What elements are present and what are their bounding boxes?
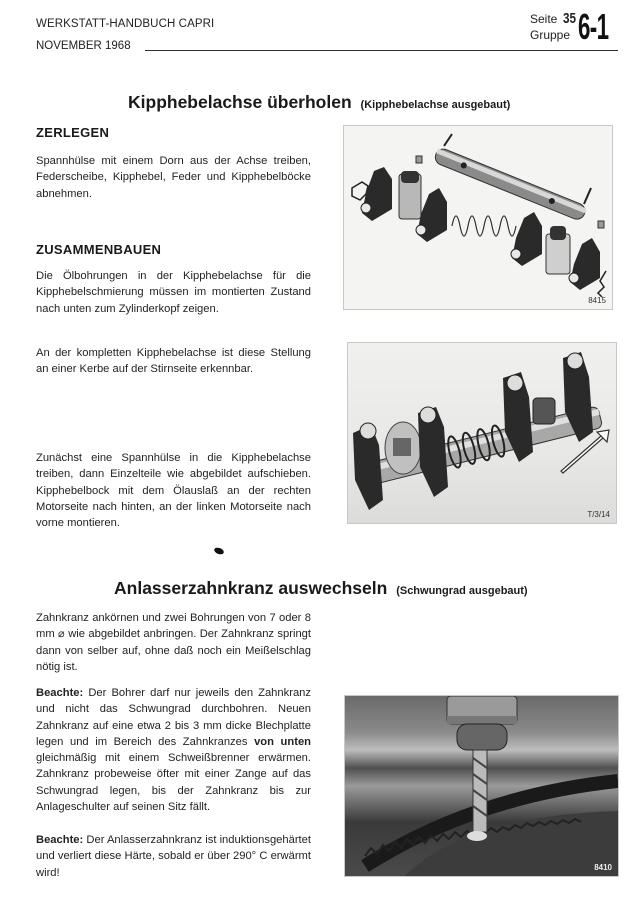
rocker-shaft-assembled-illustration [348, 343, 616, 523]
paragraph-note-bohrer [36, 685, 311, 815]
subheading-zerlegen: ZERLEGEN [36, 125, 110, 140]
drill-flywheel-illustration [345, 696, 618, 876]
note-label: Beachte: [36, 687, 84, 699]
figure-code: 8410 [594, 863, 612, 872]
group-number: 6-1 [578, 6, 609, 47]
note-emphasis: von unten [254, 735, 311, 748]
gruppe-label: Gruppe [530, 28, 571, 42]
rocker-shaft-parts-illustration [344, 126, 612, 309]
paragraph-kerbe: An der kompletten Kipphebelachse ist diese Stellung an einer Kerbe auf der Stirnseite erkennbar. [36, 347, 311, 376]
section-title-text: Kipphebelachse überholen [128, 92, 352, 112]
section-title-text: Anlasserzahnkranz auswechseln [114, 578, 388, 598]
seite-label: Seite [530, 12, 558, 26]
header-rule-right [500, 50, 618, 51]
note-text: Der Bohrer darf nur jeweils den Zahnkranz und nicht das Schwungrad durchbohren. Neuen Zahnkranz auf eine etwa 2 bis 3 mm dicke Blechplatte legen und im Bereich des Zahnkranzes [36, 687, 311, 748]
figure-code: T/3/14 [587, 510, 610, 519]
section-title-kipphebelachse [128, 92, 510, 113]
photo-rocker-shaft-exploded [343, 125, 613, 310]
manual-date: NOVEMBER 1968 [36, 40, 131, 52]
paragraph-zerlegen: Spannhülse mit einem Dorn aus der Achse treiben, Federscheibe, Kipphebel, Feder und Kipphebelböcke abnehmen. [36, 155, 311, 200]
section-subtitle: (Schwungrad ausgebaut) [396, 585, 528, 597]
paragraph-montage: Zunächst eine Spannhülse in die Kipphebelachse treiben, dann Einzelteile wie abgebildet aufschieben. Kipphebelbock mit dem Ölauslaß an der rechten Motorseite nach hinten, an der linken Motorseite nach vorne montieren. [36, 452, 311, 530]
paragraph-zahnkranz-intro: Zahnkranz ankörnen und zwei Bohrungen von 7 oder 8 mm ⌀ wie abgebildet anbringen. Der Zahnkranz springt dann von selber auf, ohne daß noch ein Meißelschlag nötig ist. [36, 612, 311, 673]
subheading-zusammenbauen: ZUSAMMENBAUEN [36, 242, 162, 257]
photo-drill-ring-gear [344, 695, 619, 877]
section-subtitle: (Kipphebelachse ausgebaut) [360, 99, 511, 111]
ink-blot [213, 546, 224, 555]
photo-rocker-shaft-assembled [347, 342, 617, 524]
page-number-label [530, 10, 579, 27]
figure-code: 8415 [588, 296, 606, 305]
note-text: gleichmäßig mit einem Schweißbrenner erwärmen. Zahnkranz probeweise öfter mit einer Zange auf das Schwungrad legen, bis der Zahnkranz bis zur Anlageschulter auf seinen Sitz fällt. [36, 752, 311, 814]
note-text: Der Anlasserzahnkranz ist induktionsgehärtet und verliert diese Härte, sobald er über 290° C erwärmt wird! [36, 834, 311, 879]
page-number: 35 [562, 10, 576, 27]
section-title-anlasserzahnkranz [114, 578, 528, 599]
header-rule [145, 50, 500, 51]
paragraph-zusammenbauen: Die Ölbohrungen in der Kipphebelachse für die Kipphebelschmierung müssen im montierten Zustand nach unten zum Zylinderkopf zeigen. [36, 270, 311, 315]
paragraph-note-haerte [36, 832, 311, 881]
note-label: Beachte: [36, 834, 84, 846]
manual-title: WERKSTATT-HANDBUCH CAPRI [36, 18, 215, 30]
